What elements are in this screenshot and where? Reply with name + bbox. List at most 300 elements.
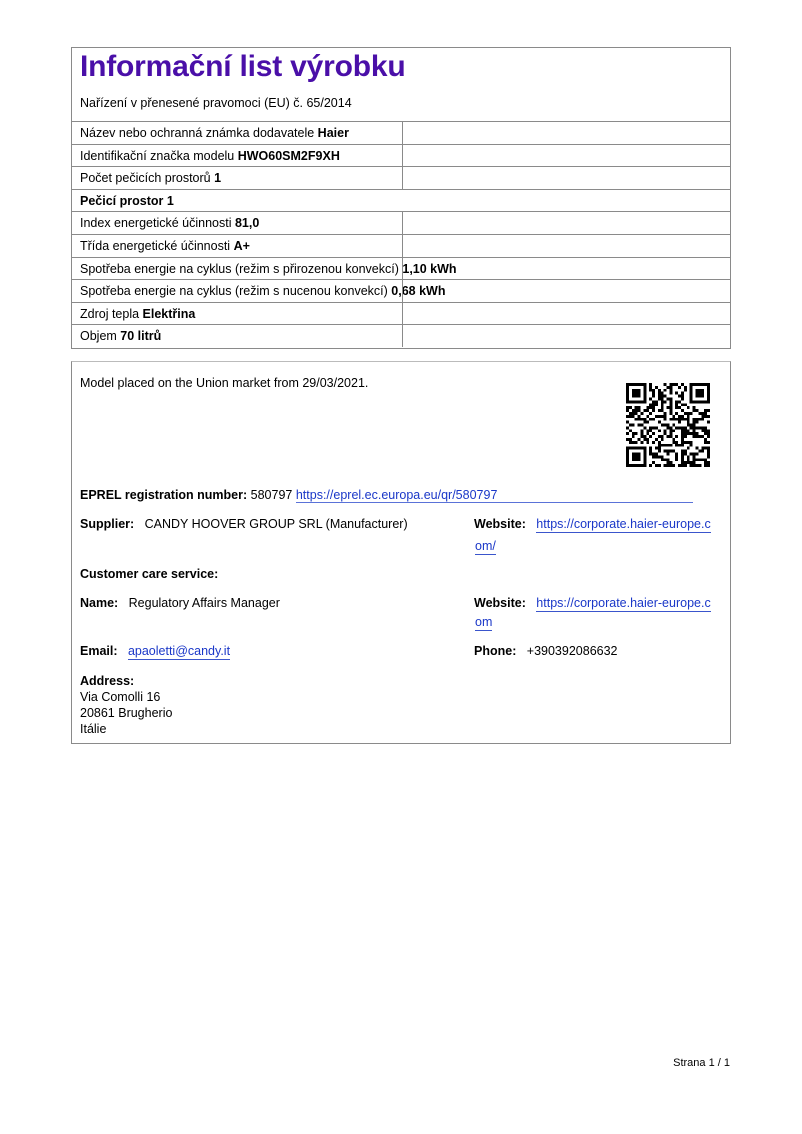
- qr-finder-module: [696, 389, 705, 398]
- qr-module: [667, 464, 670, 467]
- qr-module: [652, 389, 655, 392]
- qr-module: [664, 395, 667, 398]
- qr-module: [667, 458, 670, 461]
- table-row: [72, 166, 730, 189]
- qr-module: [687, 455, 690, 458]
- qr-module: [661, 400, 664, 403]
- qr-module: [693, 432, 696, 435]
- qr-module: [638, 406, 641, 409]
- email-label: Email:: [80, 644, 118, 658]
- qr-module: [661, 403, 664, 406]
- qr-module: [690, 461, 693, 464]
- qr-module: [696, 421, 699, 424]
- qr-module: [661, 395, 664, 398]
- qr-module: [681, 392, 684, 395]
- qr-module: [664, 424, 667, 427]
- row-value: A+: [233, 239, 250, 253]
- row-value: 0,68 kWh: [391, 284, 446, 299]
- qr-module: [652, 406, 655, 409]
- contact-phone: [474, 644, 618, 658]
- qr-module: [696, 447, 699, 450]
- qr-module: [690, 453, 693, 456]
- qr-module: [669, 403, 672, 406]
- qr-module: [649, 383, 652, 386]
- name-label: Name:: [80, 596, 119, 610]
- row-text: [80, 329, 161, 343]
- qr-module: [655, 400, 658, 403]
- qr-module: [632, 435, 635, 438]
- row-label: Spotřeba energie na cyklus (režim s nucenou konvekcí): [80, 284, 392, 299]
- qr-module: [675, 418, 678, 421]
- qr-module: [649, 426, 652, 429]
- qr-module: [675, 458, 678, 461]
- qr-module: [681, 383, 684, 386]
- qr-module: [693, 406, 696, 409]
- qr-module: [658, 395, 661, 398]
- qr-module: [655, 455, 658, 458]
- qr-module: [693, 421, 696, 424]
- qr-module: [643, 421, 646, 424]
- qr-module: [675, 455, 678, 458]
- qr-module: [655, 438, 658, 441]
- qr-module: [690, 464, 693, 467]
- qr-module: [669, 444, 672, 447]
- qr-module: [687, 432, 690, 435]
- qr-module: [687, 406, 690, 409]
- qr-module: [655, 464, 658, 467]
- qr-module: [661, 455, 664, 458]
- row-label: Index energetické účinnosti: [80, 216, 235, 231]
- qr-module: [675, 392, 678, 395]
- eprel-url-link[interactable]: https://eprel.ec.europa.eu/qr/580797: [296, 488, 694, 503]
- qr-module: [669, 389, 672, 392]
- qr-module: [669, 426, 672, 429]
- qr-module: [704, 447, 707, 450]
- qr-module: [687, 441, 690, 444]
- qr-module: [640, 412, 643, 415]
- supplier-website-link[interactable]: https://corporate.haier-europe.c: [536, 517, 711, 531]
- qr-module: [638, 409, 641, 412]
- page-number: Strana 1 / 1: [673, 1057, 730, 1069]
- phone-value: +390392086632: [526, 644, 618, 658]
- qr-module: [681, 397, 684, 400]
- qr-module: [678, 444, 681, 447]
- qr-module: [693, 418, 696, 421]
- qr-module: [684, 461, 687, 464]
- eprel-reg-number: 580797: [250, 488, 293, 502]
- qr-module: [681, 415, 684, 418]
- table-row: [72, 257, 730, 280]
- qr-module: [652, 426, 655, 429]
- supplier-info: [80, 517, 408, 531]
- qr-module: [629, 429, 632, 432]
- customer-care-heading: [80, 567, 218, 581]
- qr-module: [690, 441, 693, 444]
- row-text: [80, 149, 340, 163]
- qr-module: [640, 418, 643, 421]
- supplier-website-label: Website:: [474, 517, 526, 531]
- qr-module: [649, 403, 652, 406]
- qr-module: [704, 441, 707, 444]
- qr-module: [704, 432, 707, 435]
- qr-module: [669, 392, 672, 395]
- qr-module: [693, 453, 696, 456]
- qr-module: [667, 450, 670, 453]
- qr-module: [704, 464, 707, 467]
- qr-module: [649, 418, 652, 421]
- qr-module: [652, 461, 655, 464]
- qr-module: [632, 424, 635, 427]
- qr-module: [664, 458, 667, 461]
- qr-module: [669, 383, 672, 386]
- qr-module: [664, 383, 667, 386]
- qr-module: [643, 438, 646, 441]
- qr-module: [661, 406, 664, 409]
- qr-module: [701, 426, 704, 429]
- qr-module: [640, 435, 643, 438]
- qr-module: [675, 400, 678, 403]
- qr-module: [649, 389, 652, 392]
- qr-module: [640, 424, 643, 427]
- qr-module: [684, 403, 687, 406]
- qr-module: [690, 426, 693, 429]
- qr-module: [649, 464, 652, 467]
- qr-module: [696, 453, 699, 456]
- qr-module: [698, 458, 701, 461]
- qr-module: [687, 418, 690, 421]
- qr-module: [693, 455, 696, 458]
- qr-module: [629, 406, 632, 409]
- qr-module: [690, 424, 693, 427]
- qr-module: [626, 426, 629, 429]
- qr-module: [652, 453, 655, 456]
- qr-module: [684, 441, 687, 444]
- qr-module: [707, 435, 710, 438]
- qr-module: [635, 412, 638, 415]
- address-line-1: Via Comolli 16: [80, 690, 161, 704]
- qr-module: [658, 450, 661, 453]
- qr-module: [638, 438, 641, 441]
- qr-module: [632, 415, 635, 418]
- name-value: Regulatory Affairs Manager: [128, 596, 280, 610]
- qr-module: [658, 415, 661, 418]
- address-line-3: Itálie: [80, 722, 107, 736]
- row-value: 81,0: [234, 216, 260, 231]
- qr-module: [629, 424, 632, 427]
- qr-module: [646, 415, 649, 418]
- qr-module: [707, 421, 710, 424]
- qr-module: [661, 397, 664, 400]
- qr-module: [669, 412, 672, 415]
- qr-module: [687, 447, 690, 450]
- qr-module: [661, 444, 664, 447]
- row-label: Objem: [80, 329, 121, 344]
- qr-module: [661, 409, 664, 412]
- column-divider: [402, 303, 403, 325]
- qr-module: [675, 435, 678, 438]
- contact-website-link-cont[interactable]: om: [475, 615, 493, 629]
- supplier-value: CANDY HOOVER GROUP SRL (Manufacturer): [144, 517, 408, 531]
- column-divider: [402, 258, 403, 280]
- row-text: [80, 216, 259, 230]
- qr-module: [684, 453, 687, 456]
- qr-module: [681, 438, 684, 441]
- qr-module: [675, 403, 678, 406]
- eprel-registration: [80, 488, 693, 502]
- column-divider: [402, 325, 403, 347]
- qr-module: [664, 418, 667, 421]
- table-row: [72, 211, 730, 234]
- qr-module: [626, 406, 629, 409]
- qr-module: [704, 412, 707, 415]
- qr-module: [707, 429, 710, 432]
- qr-module: [701, 415, 704, 418]
- qr-module: [649, 435, 652, 438]
- qr-module: [675, 406, 678, 409]
- qr-module: [667, 435, 670, 438]
- qr-module: [661, 415, 664, 418]
- qr-module: [626, 415, 629, 418]
- qr-module: [664, 450, 667, 453]
- qr-module: [664, 429, 667, 432]
- column-divider: [402, 235, 403, 257]
- qr-module: [707, 409, 710, 412]
- qr-module: [707, 432, 710, 435]
- qr-module: [684, 464, 687, 467]
- table-row: [72, 144, 730, 167]
- qr-module: [652, 395, 655, 398]
- qr-module: [669, 418, 672, 421]
- page-title: Informační list výrobku: [80, 50, 406, 83]
- qr-module: [678, 386, 681, 389]
- qr-module: [667, 386, 670, 389]
- qr-module: [658, 455, 661, 458]
- qr-module: [681, 455, 684, 458]
- qr-module: [693, 435, 696, 438]
- qr-module: [669, 435, 672, 438]
- qr-module: [629, 438, 632, 441]
- qr-module: [632, 441, 635, 444]
- table-row: [72, 302, 730, 325]
- qr-module: [635, 409, 638, 412]
- qr-module: [684, 412, 687, 415]
- qr-module: [704, 426, 707, 429]
- qr-module: [675, 444, 678, 447]
- column-divider: [402, 167, 403, 189]
- qr-module: [701, 429, 704, 432]
- qr-module: [669, 406, 672, 409]
- qr-module: [672, 441, 675, 444]
- address-block: [80, 673, 172, 737]
- qr-module: [698, 426, 701, 429]
- product-info-table: [71, 47, 731, 349]
- qr-module: [678, 406, 681, 409]
- qr-module: [707, 464, 710, 467]
- row-text: [80, 171, 221, 185]
- qr-module: [687, 458, 690, 461]
- qr-module: [658, 429, 661, 432]
- qr-module: [661, 424, 664, 427]
- qr-module: [678, 415, 681, 418]
- qr-module: [693, 461, 696, 464]
- qr-module: [684, 418, 687, 421]
- qr-module: [626, 421, 629, 424]
- qr-module: [664, 444, 667, 447]
- column-divider: [402, 280, 403, 302]
- eprel-info-box: [71, 361, 731, 744]
- qr-module: [658, 397, 661, 400]
- qr-module: [664, 464, 667, 467]
- qr-module: [681, 426, 684, 429]
- table-row: [72, 279, 730, 302]
- qr-module: [681, 453, 684, 456]
- qr-module: [707, 455, 710, 458]
- qr-module: [707, 441, 710, 444]
- qr-module: [667, 397, 670, 400]
- qr-module: [658, 421, 661, 424]
- qr-module: [652, 409, 655, 412]
- qr-module: [698, 418, 701, 421]
- qr-module: [646, 438, 649, 441]
- qr-module: [707, 447, 710, 450]
- row-label: Počet pečicích prostorů: [80, 171, 215, 186]
- qr-module: [675, 383, 678, 386]
- qr-module: [681, 435, 684, 438]
- qr-module: [649, 429, 652, 432]
- qr-module: [655, 415, 658, 418]
- qr-module: [652, 455, 655, 458]
- row-text: [80, 307, 195, 321]
- table-row: [72, 324, 730, 347]
- qr-module: [681, 450, 684, 453]
- qr-module: [701, 458, 704, 461]
- qr-module: [704, 438, 707, 441]
- qr-module: [629, 415, 632, 418]
- contact-website-link[interactable]: https://corporate.haier-europe.c: [536, 596, 711, 610]
- qr-module: [638, 424, 641, 427]
- column-divider: [402, 145, 403, 167]
- qr-module: [687, 429, 690, 432]
- qr-module: [672, 438, 675, 441]
- qr-module: [681, 441, 684, 444]
- qr-module: [696, 409, 699, 412]
- qr-module: [678, 421, 681, 424]
- qr-module: [681, 444, 684, 447]
- qr-module: [672, 418, 675, 421]
- qr-module: [672, 464, 675, 467]
- model-placed-text: Model placed on the Union market from 29/03/2021.: [80, 376, 369, 390]
- qr-module: [638, 418, 641, 421]
- qr-module: [681, 432, 684, 435]
- row-label: Zdroj tepla: [80, 306, 143, 321]
- qr-module: [681, 458, 684, 461]
- qr-module: [661, 438, 664, 441]
- qr-finder-module: [632, 389, 641, 398]
- email-link[interactable]: apaoletti@candy.it: [127, 644, 231, 658]
- qr-module: [652, 400, 655, 403]
- contact-name: [80, 596, 280, 610]
- qr-module: [655, 426, 658, 429]
- qr-module: [687, 412, 690, 415]
- qr-module: [655, 453, 658, 456]
- supplier-website: [474, 517, 711, 531]
- qr-code: [626, 383, 710, 467]
- qr-module: [667, 444, 670, 447]
- qr-module: [649, 397, 652, 400]
- qr-module: [664, 400, 667, 403]
- qr-module: [635, 441, 638, 444]
- qr-module: [658, 464, 661, 467]
- qr-module: [707, 461, 710, 464]
- qr-module: [664, 432, 667, 435]
- table-row: [72, 121, 730, 144]
- qr-module: [684, 435, 687, 438]
- qr-module: [696, 432, 699, 435]
- qr-module: [681, 464, 684, 467]
- qr-module: [652, 403, 655, 406]
- qr-module: [672, 450, 675, 453]
- qr-module: [669, 400, 672, 403]
- qr-module: [684, 432, 687, 435]
- qr-module: [707, 453, 710, 456]
- qr-module: [658, 389, 661, 392]
- row-value: 1,10 kWh: [402, 261, 457, 276]
- qr-module: [672, 424, 675, 427]
- qr-module: [690, 432, 693, 435]
- qr-module: [672, 429, 675, 432]
- qr-module: [701, 447, 704, 450]
- table-row: [72, 189, 730, 212]
- qr-module: [684, 389, 687, 392]
- qr-module: [681, 395, 684, 398]
- qr-module: [646, 409, 649, 412]
- qr-module: [693, 429, 696, 432]
- qr-module: [678, 400, 681, 403]
- qr-module: [629, 412, 632, 415]
- row-value: Haier: [317, 126, 349, 140]
- qr-module: [681, 409, 684, 412]
- qr-module: [681, 429, 684, 432]
- qr-module: [678, 395, 681, 398]
- qr-module: [696, 435, 699, 438]
- contact-website: [474, 596, 711, 610]
- customer-care-heading-text: Customer care service:: [80, 567, 219, 581]
- qr-module: [698, 450, 701, 453]
- supplier-website-link-cont[interactable]: om/: [475, 539, 496, 553]
- qr-module: [643, 418, 646, 421]
- qr-module: [669, 397, 672, 400]
- qr-module: [646, 429, 649, 432]
- qr-module: [646, 432, 649, 435]
- qr-module: [638, 415, 641, 418]
- qr-module: [681, 461, 684, 464]
- qr-module: [696, 458, 699, 461]
- qr-module: [626, 438, 629, 441]
- contact-email: [80, 644, 230, 658]
- qr-module: [669, 461, 672, 464]
- qr-module: [661, 392, 664, 395]
- qr-module: [669, 429, 672, 432]
- qr-module: [649, 412, 652, 415]
- qr-module: [667, 461, 670, 464]
- qr-module: [693, 409, 696, 412]
- qr-module: [632, 409, 635, 412]
- row-value: Pečicí prostor 1: [80, 193, 174, 208]
- qr-module: [687, 424, 690, 427]
- qr-module: [649, 453, 652, 456]
- qr-module: [658, 392, 661, 395]
- qr-module: [684, 429, 687, 432]
